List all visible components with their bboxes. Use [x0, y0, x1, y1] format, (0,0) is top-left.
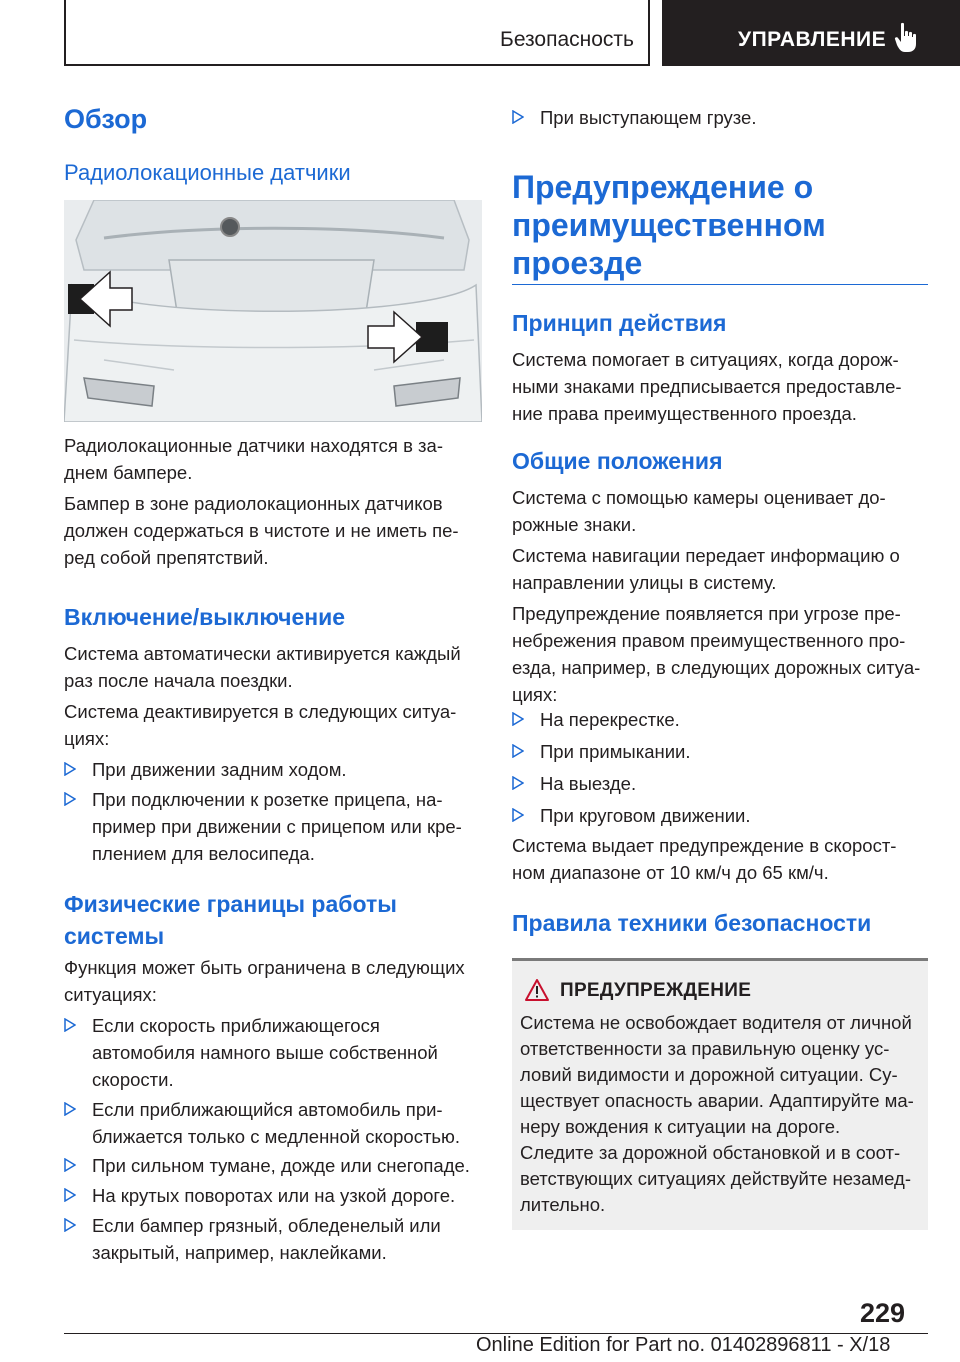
heading-principle: Принцип действия [512, 310, 727, 336]
text-line: При подключении к розетке прицепа, на- [92, 789, 443, 810]
text-line: ние права преимущественного проезда. [512, 403, 857, 424]
text-line: ситуациях: [64, 984, 157, 1005]
heading-safety: Правила техники безопасности [512, 910, 872, 936]
text-line: Система помогает в ситуациях, когда дорож- [512, 349, 899, 370]
paragraph [512, 600, 920, 708]
triangle-bullet-icon [64, 1158, 76, 1172]
triangle-bullet-icon [64, 1018, 76, 1032]
text-line: Система автоматически активируется каждый [64, 643, 461, 664]
text-line: ветствующих ситуациях действуйте незамед- [520, 1168, 911, 1189]
triangle-bullet-icon [64, 1188, 76, 1202]
text-line: Если бампер грязный, обледенелый или [92, 1215, 441, 1236]
paragraph [512, 484, 886, 538]
heading-line: Предупреждение о [512, 169, 814, 205]
list-item [512, 104, 757, 131]
text-line: рожные знаки. [512, 514, 637, 535]
triangle-bullet-icon [512, 744, 524, 758]
list-item [512, 738, 691, 765]
text-line: Если скорость приближающегося [92, 1015, 380, 1036]
paragraph [64, 432, 443, 486]
section-subtitle: Радиолокационные датчики [64, 160, 351, 185]
rear-bumper-photo [64, 200, 482, 422]
text-line: скорости. [92, 1069, 174, 1090]
text-line: Система не освобождает водителя от личной [520, 1012, 912, 1033]
text-line: должен содержаться в чистоте и не иметь пе- [64, 520, 459, 541]
text-line: Система навигации передает информацию о [512, 545, 900, 566]
text-line: направлении улицы в систему. [512, 572, 777, 593]
heading-divider [512, 284, 928, 285]
triangle-bullet-icon [512, 712, 524, 726]
text-line: плением для велосипеда. [92, 843, 315, 864]
paragraph [512, 832, 896, 886]
text-line: ред собой препятствий. [64, 547, 269, 568]
list-item [64, 1096, 460, 1150]
text-line: Система с помощью камеры оценивает до- [512, 487, 886, 508]
paragraph [64, 640, 461, 694]
heading-on-off: Включение/выключение [64, 604, 346, 630]
header-chapter-label: УПРАВЛЕНИЕ [738, 28, 887, 51]
list-item [64, 1212, 441, 1266]
text-line: Система выдает предупреждение в скорост- [512, 835, 897, 856]
page-title: Обзор [64, 104, 148, 134]
header-section-tab [64, 0, 650, 66]
text-line: раз после начала поездки. [64, 670, 293, 691]
text-line: При примыкании. [540, 741, 691, 762]
text-line: циях: [512, 684, 558, 705]
paragraph [64, 490, 459, 571]
text-line: автомобиля намного выше собственной [92, 1042, 438, 1063]
warning-triangle-icon [524, 978, 550, 1002]
warning-box [512, 958, 928, 1230]
list-item [64, 1182, 455, 1209]
warning-box-top-bar [512, 958, 928, 961]
list-item [64, 1152, 470, 1179]
heading-line: Физические границы работы [64, 891, 397, 917]
text-line: При круговом движении. [540, 805, 751, 826]
text-line: ными знаками предписывается предоставле- [512, 376, 902, 397]
footer-edition: Online Edition for Part no. 01402896811 - X/18 [476, 1334, 891, 1356]
list-item [512, 802, 751, 829]
text-line: небрежения правом преимущественного про- [512, 630, 906, 651]
text-line: Если приближающийся автомобиль при- [92, 1099, 443, 1120]
triangle-bullet-icon [512, 110, 524, 124]
text-line: При движении задним ходом. [92, 759, 347, 780]
heading-line: проезде [512, 245, 643, 281]
text-line: При выступающем грузе. [540, 107, 757, 128]
text-line: Функция может быть ограничена в следующих [64, 957, 465, 978]
list-item [512, 770, 636, 797]
text-line: днем бампере. [64, 462, 193, 483]
text-line: ществует опасность аварии. Адаптируйте ма- [520, 1090, 914, 1111]
list-item [64, 756, 347, 783]
list-item [512, 706, 680, 733]
triangle-bullet-icon [512, 776, 524, 790]
list-item [64, 786, 462, 867]
paragraph [64, 698, 456, 752]
warning-title: ПРЕДУПРЕЖДЕНИЕ [560, 980, 752, 1001]
triangle-bullet-icon [64, 1102, 76, 1116]
text-line: лительно. [520, 1194, 606, 1215]
header-section-label: Безопасность [500, 28, 634, 51]
warning-text [520, 1010, 924, 1218]
text-line: Система деактивируется в следующих ситуа- [64, 701, 457, 722]
list-item [64, 1012, 438, 1093]
triangle-bullet-icon [512, 808, 524, 822]
text-line: Бампер в зоне радиолокационных датчиков [64, 493, 443, 514]
text-line: ловий видимости и дорожной ситуации. Су- [520, 1064, 898, 1085]
text-line: На выезде. [540, 773, 637, 794]
text-line: ответственности за правильную оценку ус- [520, 1038, 890, 1059]
paragraph [64, 954, 465, 1008]
text-line: При сильном тумане, дожде или снегопаде. [92, 1155, 470, 1176]
text-line: циях: [64, 728, 110, 749]
heading-limits [64, 888, 397, 952]
text-line: пример при движении с прицепом или кре- [92, 816, 462, 837]
text-line: езда, например, в следующих дорожных ситуа- [512, 657, 921, 678]
text-line: Предупреждение появляется при угрозе пре- [512, 603, 901, 624]
text-line: На перекрестке. [540, 709, 680, 730]
triangle-bullet-icon [64, 792, 76, 806]
text-line: ближается только с медленной скоростью. [92, 1126, 461, 1147]
paragraph [512, 542, 900, 596]
heading-general: Общие положения [512, 448, 723, 474]
hand-pointer-icon [894, 22, 920, 54]
triangle-bullet-icon [64, 762, 76, 776]
text-line: неру вождения к ситуации на дороге. [520, 1116, 841, 1137]
text-line: Следите за дорожной обстановкой и в соот- [520, 1142, 901, 1163]
page-number: 229 [860, 1298, 906, 1328]
text-line: ном диапазоне от 10 км/ч до 65 км/ч. [512, 862, 829, 883]
triangle-bullet-icon [64, 1218, 76, 1232]
text-line: Радиолокационные датчики находятся в за- [64, 435, 443, 456]
paragraph [512, 346, 902, 427]
text-line: На крутых поворотах или на узкой дороге. [92, 1185, 456, 1206]
text-line: закрытый, например, наклейками. [92, 1242, 387, 1263]
heading-line: системы [64, 923, 165, 949]
chapter-heading [512, 168, 826, 282]
heading-line: преимущественном [512, 207, 826, 243]
